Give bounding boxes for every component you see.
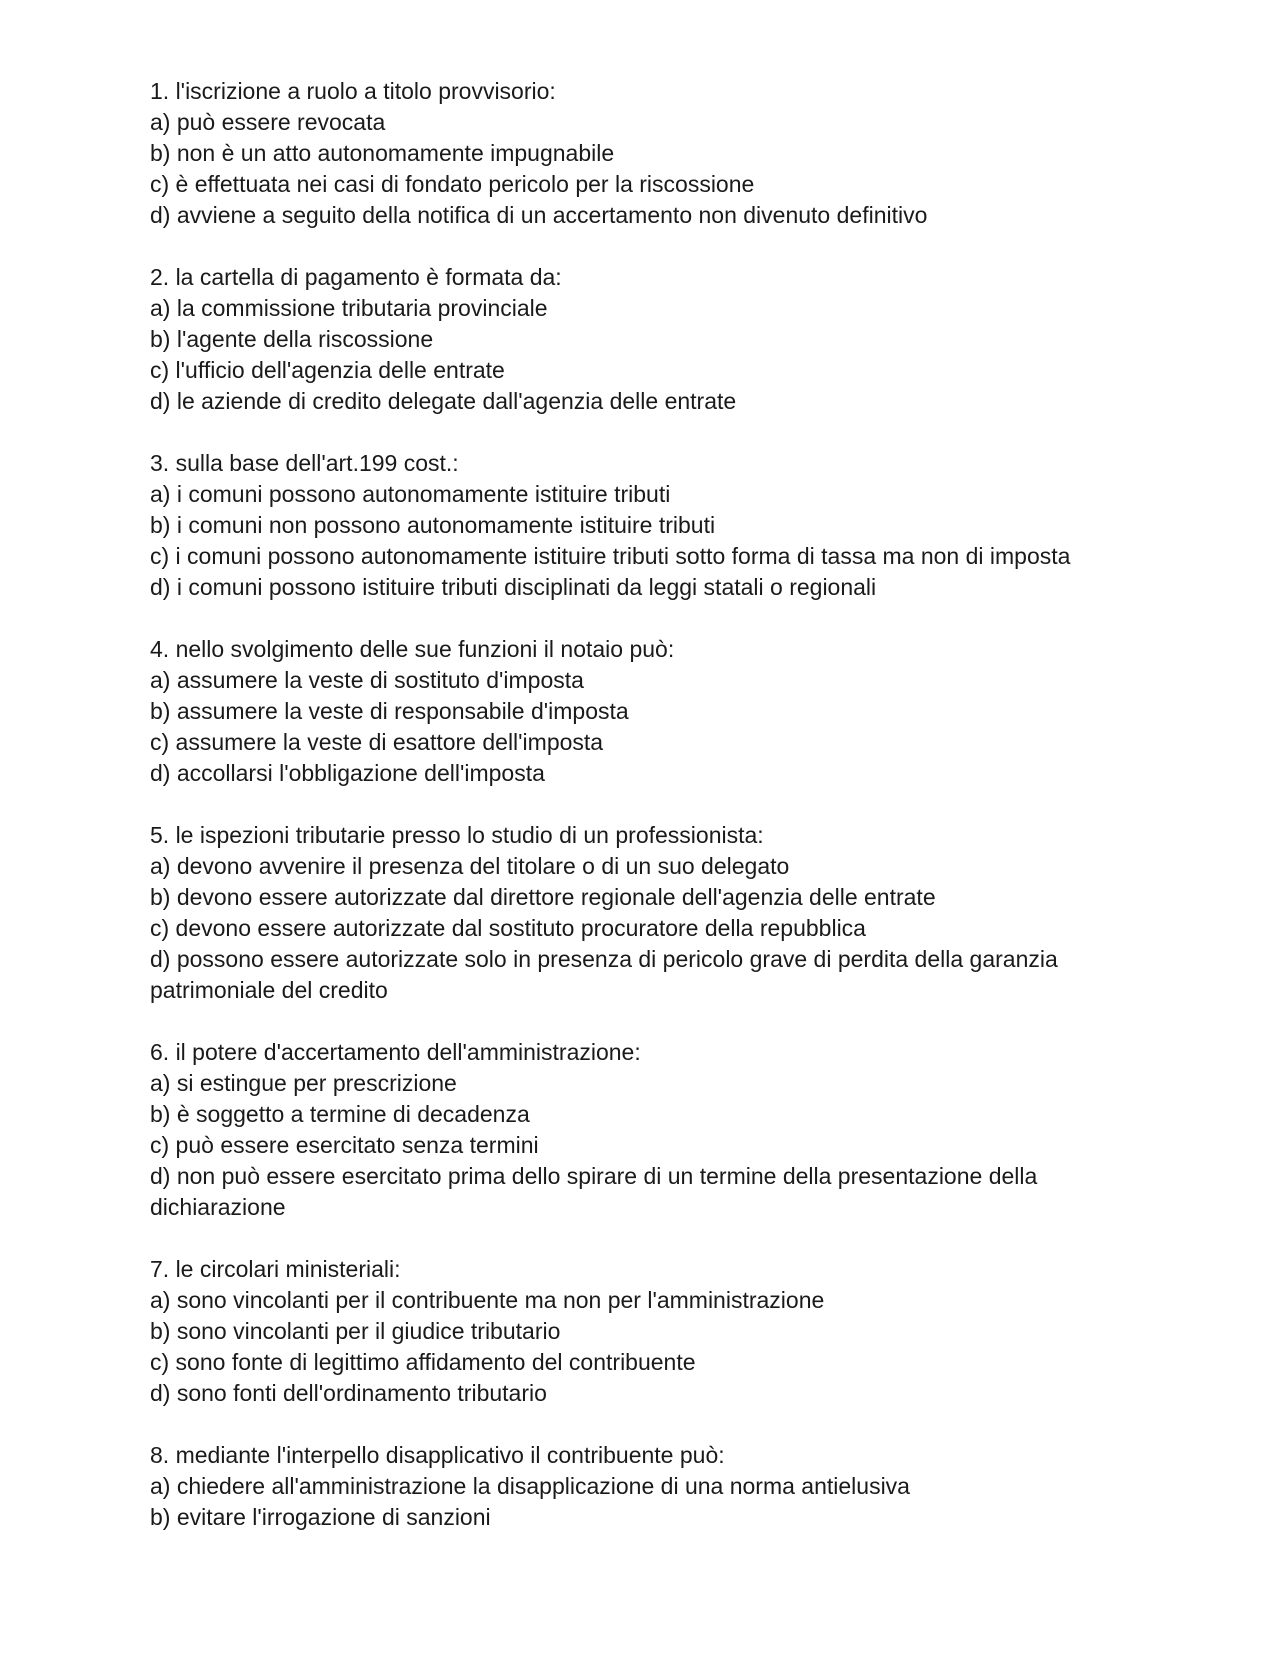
answer-option: d) possono essere autorizzate solo in presenza di pericolo grave di perdita della garanzia patrimoniale del credito [150,946,1058,1003]
answer-option: a) devono avvenire il presenza del titolare o di un suo delegato [150,853,790,879]
answer-option: b) assumere la veste di responsabile d'imposta [150,698,629,724]
question-1 [150,76,1150,231]
question-8 [150,1440,1150,1533]
question-text: 2. la cartella di pagamento è formata da: [150,264,562,290]
answer-option: c) i comuni possono autonomamente istituire tributi sotto forma di tassa ma non di imposta [150,543,1071,569]
answer-option: b) i comuni non possono autonomamente istituire tributi [150,512,716,538]
document-page [150,76,1150,1564]
answer-option: c) sono fonte di legittimo affidamento del contribuente [150,1349,696,1375]
question-text: 6. il potere d'accertamento dell'amministrazione: [150,1039,641,1065]
answer-option: d) avviene a seguito della notifica di un accertamento non divenuto definitivo [150,202,928,228]
question-7 [150,1254,1150,1409]
answer-option: a) sono vincolanti per il contribuente ma non per l'amministrazione [150,1287,825,1313]
answer-option: d) non può essere esercitato prima dello spirare di un termine della presentazione della dichiarazione [150,1163,1038,1220]
answer-option: d) sono fonti dell'ordinamento tributario [150,1380,547,1406]
answer-option: b) evitare l'irrogazione di sanzioni [150,1504,491,1530]
answer-option: a) la commissione tributaria provinciale [150,295,548,321]
question-text: 7. le circolari ministeriali: [150,1256,401,1282]
answer-option: c) devono essere autorizzate dal sostituto procuratore della repubblica [150,915,866,941]
answer-option: a) si estingue per prescrizione [150,1070,457,1096]
answer-option: d) le aziende di credito delegate dall'agenzia delle entrate [150,388,737,414]
answer-option: a) assumere la veste di sostituto d'imposta [150,667,584,693]
answer-option: b) è soggetto a termine di decadenza [150,1101,530,1127]
answer-option: b) sono vincolanti per il giudice tributario [150,1318,561,1344]
answer-option: c) l'ufficio dell'agenzia delle entrate [150,357,505,383]
question-4 [150,634,1150,789]
question-text: 4. nello svolgimento delle sue funzioni il notaio può: [150,636,675,662]
question-text: 8. mediante l'interpello disapplicativo il contribuente può: [150,1442,725,1468]
answer-option: a) i comuni possono autonomamente istituire tributi [150,481,671,507]
answer-option: b) non è un atto autonomamente impugnabile [150,140,615,166]
question-text: 5. le ispezioni tributarie presso lo studio di un professionista: [150,822,764,848]
answer-option: c) assumere la veste di esattore dell'imposta [150,729,604,755]
question-6 [150,1037,1150,1223]
answer-option: c) può essere esercitato senza termini [150,1132,539,1158]
answer-option: a) chiedere all'amministrazione la disapplicazione di una norma antielusiva [150,1473,910,1499]
question-5 [150,820,1150,1006]
answer-option: d) i comuni possono istituire tributi disciplinati da leggi statali o regionali [150,574,877,600]
answer-option: b) l'agente della riscossione [150,326,434,352]
answer-option: a) può essere revocata [150,109,386,135]
answer-option: c) è effettuata nei casi di fondato pericolo per la riscossione [150,171,755,197]
answer-option: d) accollarsi l'obbligazione dell'imposta [150,760,545,786]
question-2 [150,262,1150,417]
answer-option: b) devono essere autorizzate dal direttore regionale dell'agenzia delle entrate [150,884,936,910]
question-text: 1. l'iscrizione a ruolo a titolo provvisorio: [150,78,556,104]
question-3 [150,448,1150,603]
question-text: 3. sulla base dell'art.199 cost.: [150,450,459,476]
